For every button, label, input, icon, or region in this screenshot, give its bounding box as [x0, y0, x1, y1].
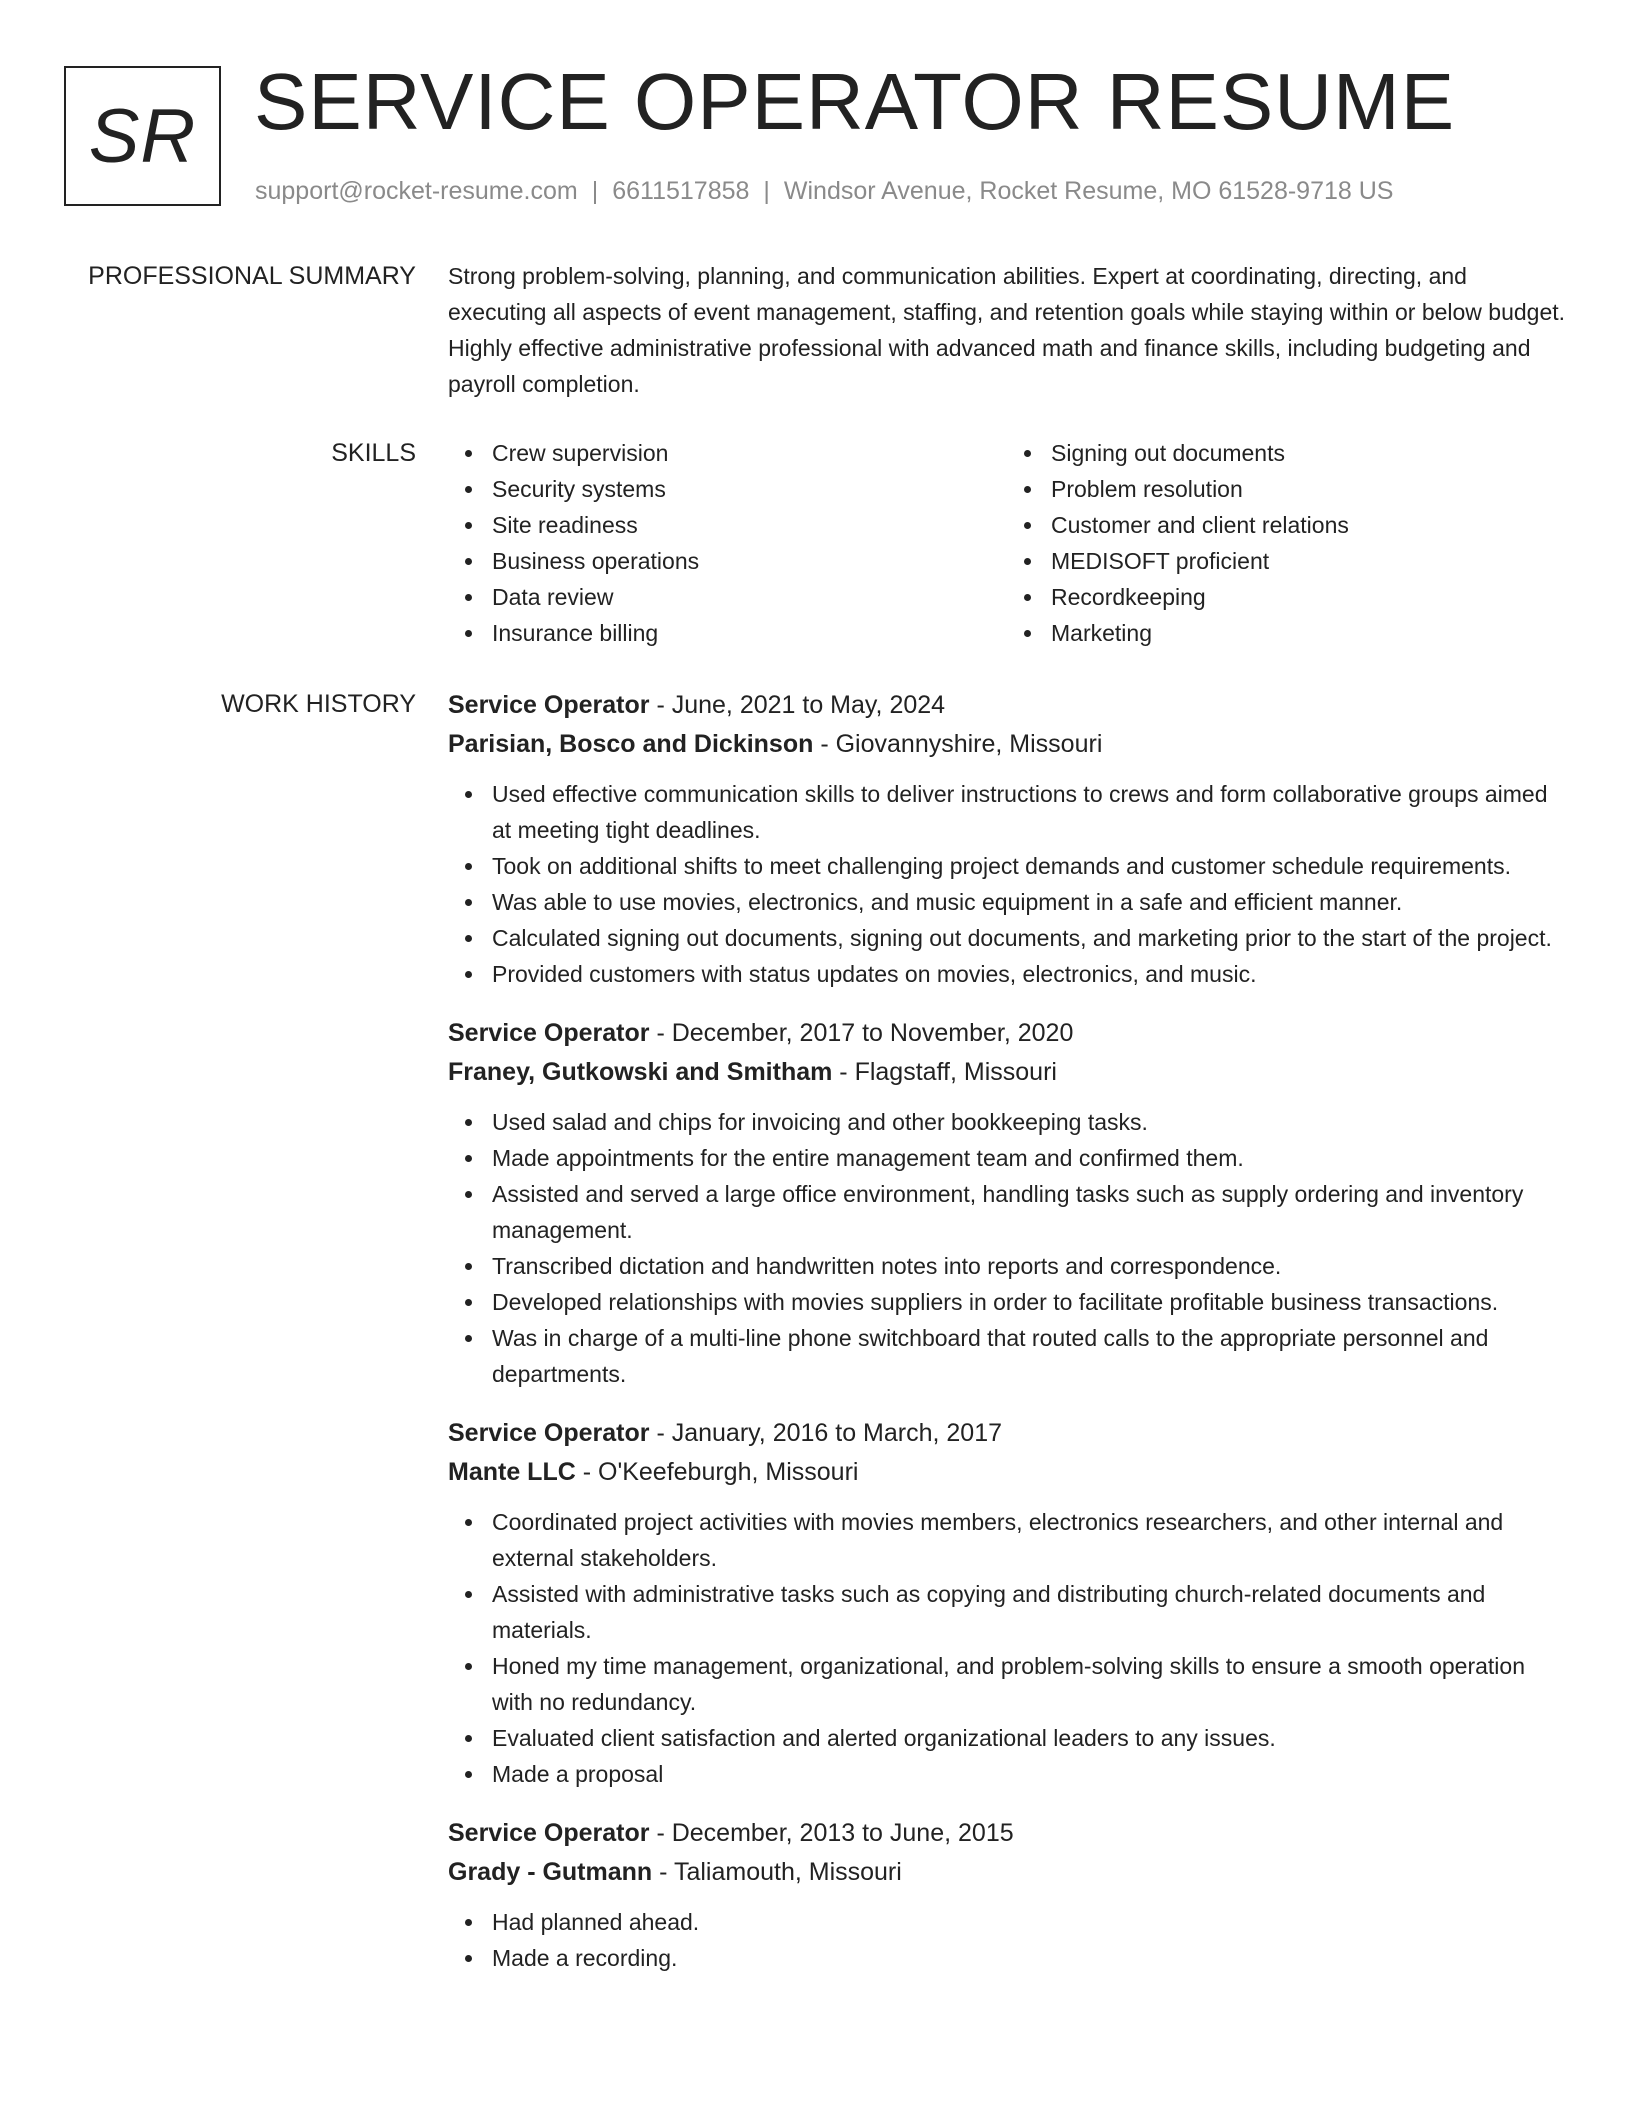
job-title-line: [448, 1014, 1566, 1052]
skill-item: MEDISOFT proficient: [1051, 543, 1566, 579]
skill-item: Security systems: [492, 471, 1007, 507]
job-location: - Giovannyshire, Missouri: [813, 730, 1103, 758]
job-bullet: Made appointments for the entire management team and confirmed them.: [492, 1140, 1566, 1176]
section-label-summary: PROFESSIONAL SUMMARY: [88, 262, 416, 290]
job-entry: [448, 1414, 1566, 1792]
job-title-line: [448, 1814, 1566, 1852]
job-bullet: Made a proposal: [492, 1756, 1566, 1792]
skill-item: Crew supervision: [492, 435, 1007, 471]
job-bullet: Was in charge of a multi-line phone switchboard that routed calls to the appropriate personnel and departments.: [492, 1320, 1566, 1392]
job-dates: - December, 2017 to November, 2020: [649, 1019, 1074, 1047]
monogram-logo: SR: [64, 66, 221, 206]
skill-item: Marketing: [1051, 615, 1566, 651]
job-title: Service Operator: [448, 1019, 650, 1047]
job-title: Service Operator: [448, 1819, 650, 1847]
contact-email[interactable]: support@rocket-resume.com: [255, 177, 578, 205]
skills-list-left: [448, 435, 1007, 651]
job-company: Franey, Gutkowski and Smitham: [448, 1058, 833, 1086]
skill-item: Data review: [492, 579, 1007, 615]
job-bullet: Was able to use movies, electronics, and music equipment in a safe and efficient manner.: [492, 884, 1566, 920]
contact-address: Windsor Avenue, Rocket Resume, MO 61528-9718 US: [783, 177, 1394, 205]
contact-line: [255, 176, 1393, 206]
job-company: Mante LLC: [448, 1458, 576, 1486]
skill-item: Signing out documents: [1051, 435, 1566, 471]
resume-title: SERVICE OPERATOR RESUME: [254, 57, 1456, 146]
job-company-line: [448, 1052, 1566, 1092]
job-location: - Taliamouth, Missouri: [652, 1858, 902, 1886]
skill-item: Customer and client relations: [1051, 507, 1566, 543]
job-dates: - January, 2016 to March, 2017: [649, 1419, 1003, 1447]
job-company: Grady - Gutmann: [448, 1858, 653, 1886]
skill-item: Recordkeeping: [1051, 579, 1566, 615]
job-bullet: Developed relationships with movies suppliers in order to facilitate profitable business transactions.: [492, 1284, 1566, 1320]
job-location: - Flagstaff, Missouri: [832, 1058, 1057, 1086]
work-history-body: [448, 686, 1566, 1998]
contact-separator: |: [763, 177, 770, 205]
job-dates: - June, 2021 to May, 2024: [649, 691, 946, 719]
job-bullet: Had planned ahead.: [492, 1904, 1566, 1940]
job-bullet: Provided customers with status updates on movies, electronics, and music.: [492, 956, 1566, 992]
job-company-line: [448, 724, 1566, 764]
job-bullets: [448, 1904, 1566, 1976]
job-bullet: Calculated signing out documents, signing out documents, and marketing prior to the start of the project.: [492, 920, 1566, 956]
job-company: Parisian, Bosco and Dickinson: [448, 730, 814, 758]
job-title: Service Operator: [448, 691, 650, 719]
job-company-line: [448, 1452, 1566, 1492]
job-bullet: Took on additional shifts to meet challenging project demands and customer schedule requirements.: [492, 848, 1566, 884]
skill-item: Problem resolution: [1051, 471, 1566, 507]
job-bullet: Transcribed dictation and handwritten notes into reports and correspondence.: [492, 1248, 1566, 1284]
job-title: Service Operator: [448, 1419, 650, 1447]
section-label-work-history: WORK HISTORY: [221, 690, 416, 718]
job-bullet: Used salad and chips for invoicing and other bookkeeping tasks.: [492, 1104, 1566, 1140]
section-label-skills: SKILLS: [331, 439, 416, 467]
job-bullets: [448, 776, 1566, 992]
job-company-line: [448, 1852, 1566, 1892]
job-bullet: Used effective communication skills to deliver instructions to crews and form collaborative groups aimed at meeting tight deadlines.: [492, 776, 1566, 848]
job-entry: [448, 686, 1566, 992]
skill-item: Site readiness: [492, 507, 1007, 543]
job-bullet: Assisted with administrative tasks such as copying and distributing church-related documents and materials.: [492, 1576, 1566, 1648]
job-bullet: Assisted and served a large office environment, handling tasks such as supply ordering and inventory management.: [492, 1176, 1566, 1248]
job-bullets: [448, 1104, 1566, 1392]
skill-item: Business operations: [492, 543, 1007, 579]
skill-item: Insurance billing: [492, 615, 1007, 651]
job-location: - O'Keefeburgh, Missouri: [575, 1458, 859, 1486]
contact-separator: |: [591, 177, 599, 205]
job-bullet: Coordinated project activities with movies members, electronics researchers, and other internal and external stakeholders.: [492, 1504, 1566, 1576]
summary-text: Strong problem-solving, planning, and communication abilities. Expert at coordinating, directing, and executing all aspects of event management, staffing, and retention goals while staying within or below budget. Highly effective administrative professional with advanced math and finance skills, including budgeting and payroll completion.: [448, 263, 1566, 397]
job-dates: - December, 2013 to June, 2015: [649, 1819, 1014, 1847]
skills-list-right: [1007, 435, 1566, 651]
job-bullet: Evaluated client satisfaction and alerted organizational leaders to any issues.: [492, 1720, 1566, 1756]
contact-phone[interactable]: 6611517858: [612, 177, 750, 205]
summary-body: [448, 258, 1566, 402]
job-title-line: [448, 1414, 1566, 1452]
job-title-line: [448, 686, 1566, 724]
job-bullet: Made a recording.: [492, 1940, 1566, 1976]
job-bullet: Honed my time management, organizational, and problem-solving skills to ensure a smooth operation with no redundancy.: [492, 1648, 1566, 1720]
job-entry: [448, 1014, 1566, 1392]
job-bullets: [448, 1504, 1566, 1792]
skills-body: [448, 435, 1566, 651]
job-entry: [448, 1814, 1566, 1976]
